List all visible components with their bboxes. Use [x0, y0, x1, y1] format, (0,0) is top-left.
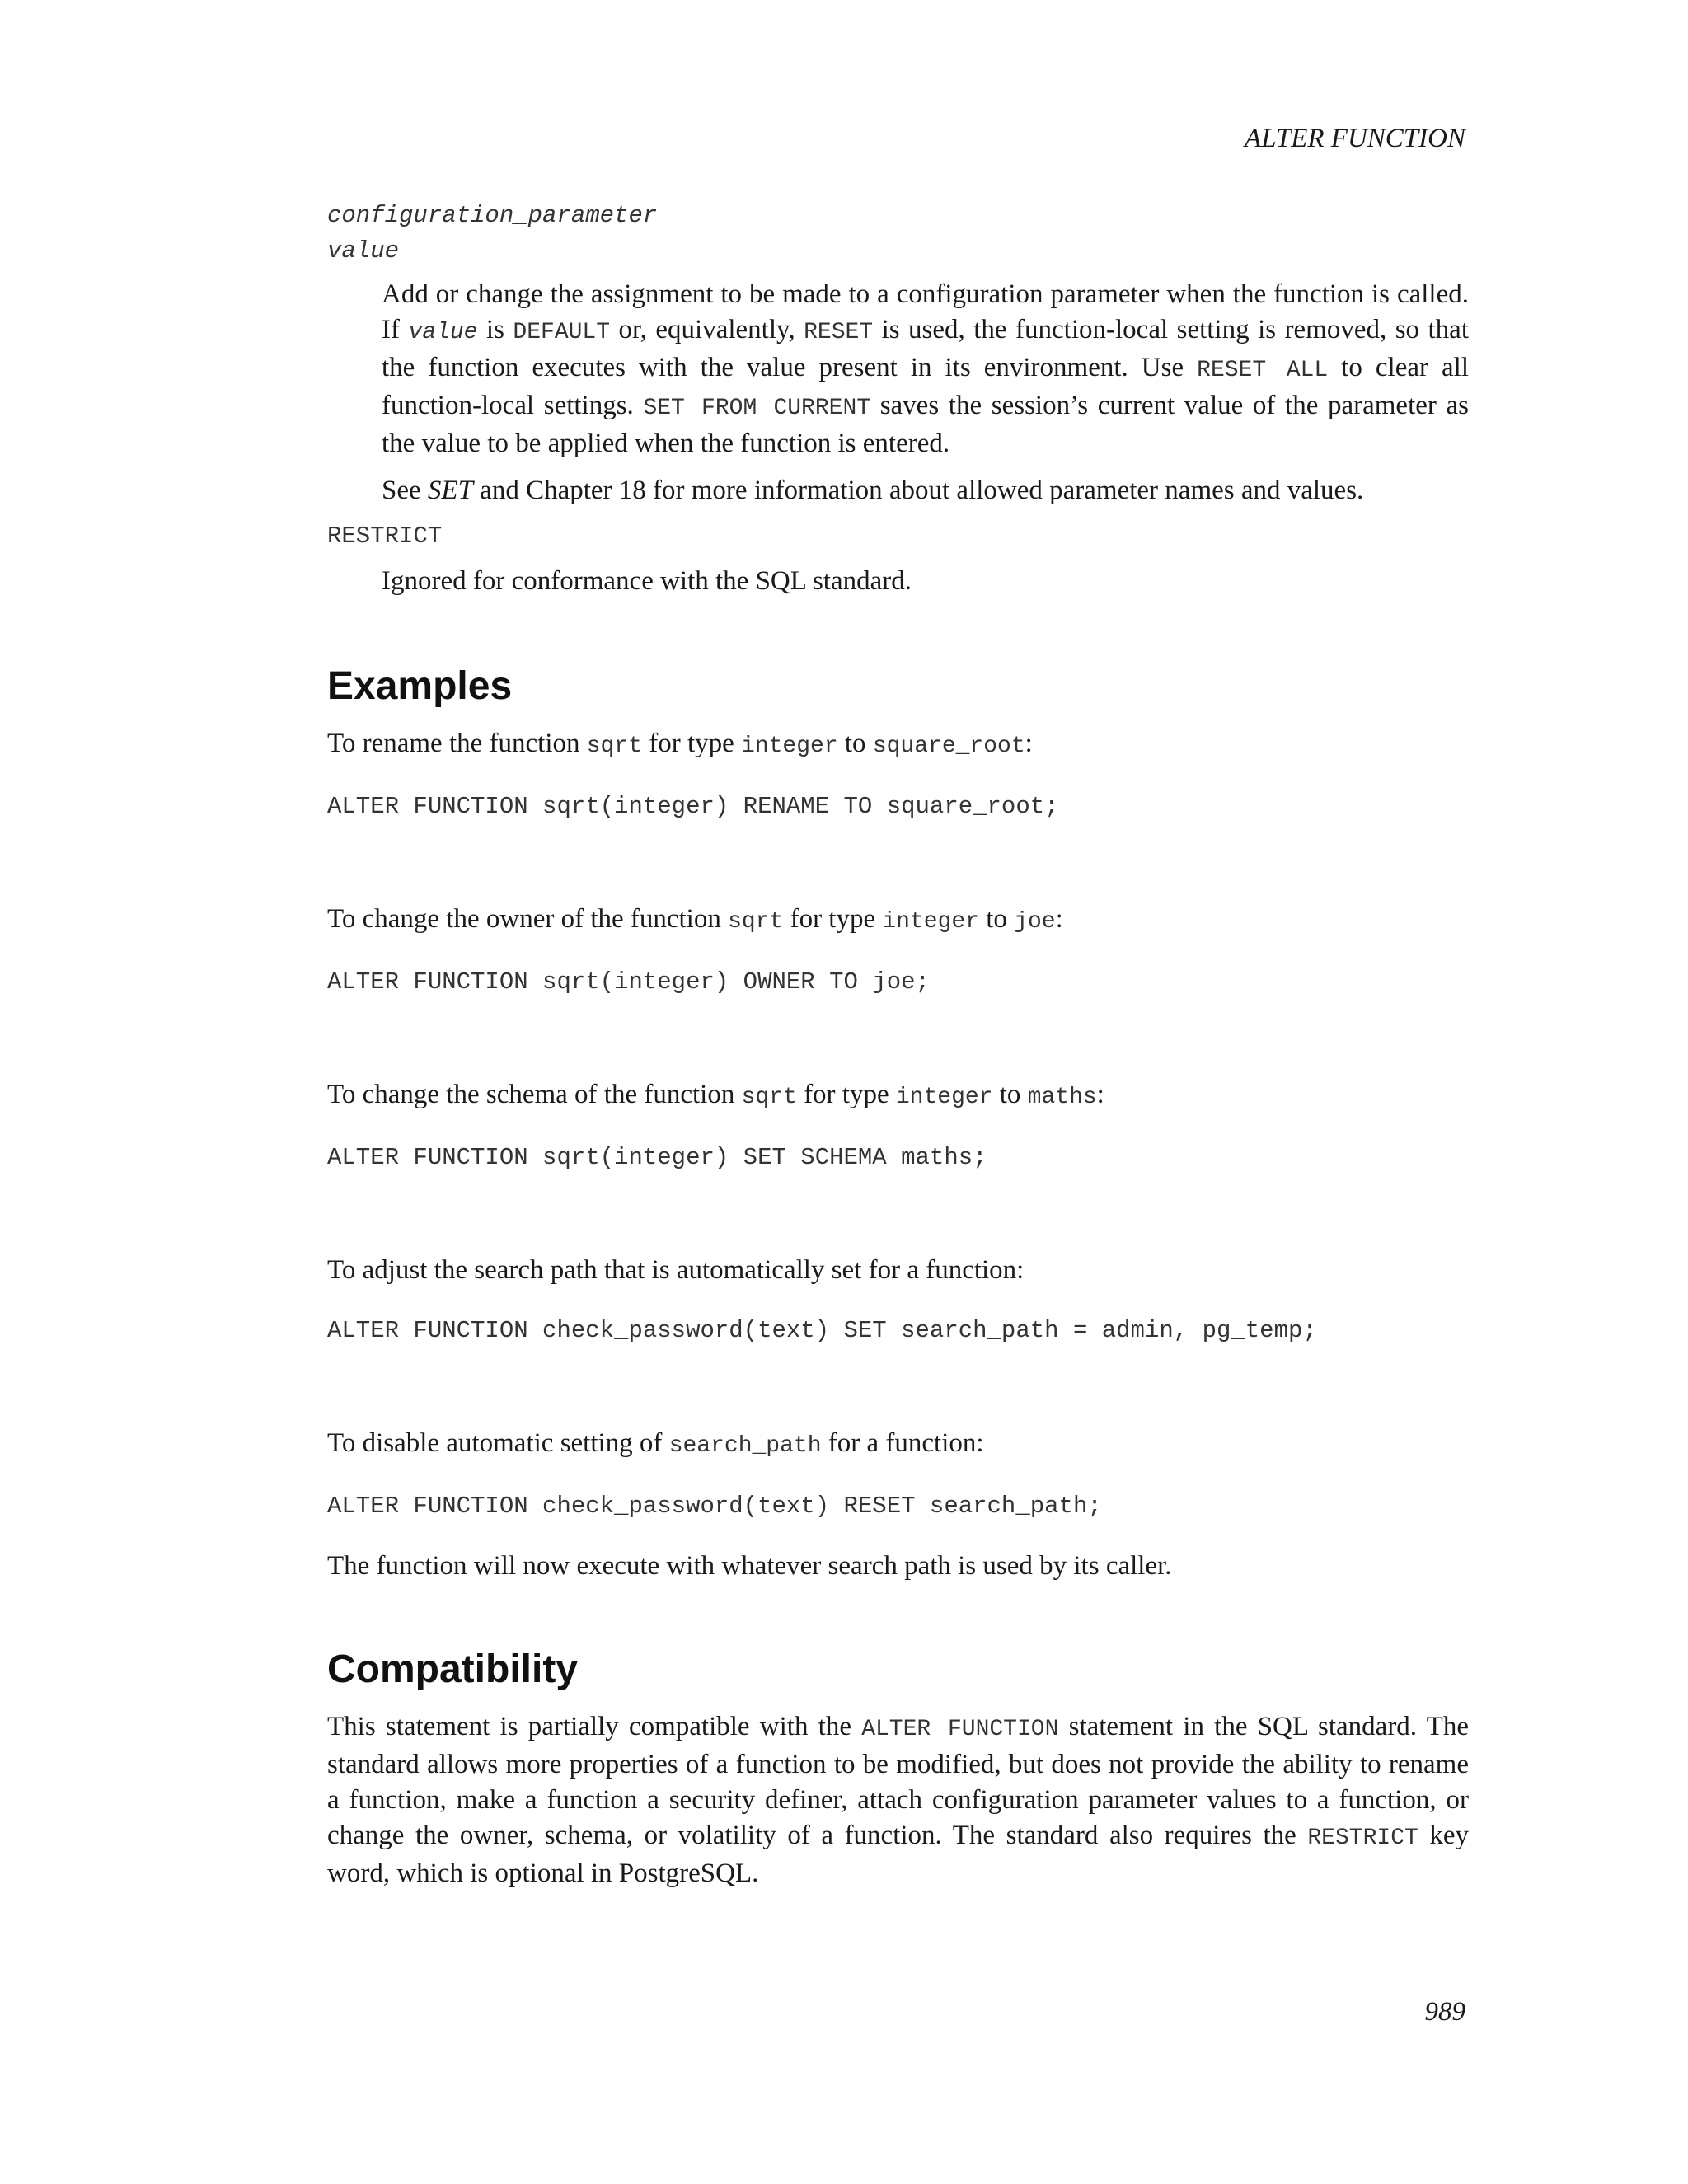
example-2-text: To change the owner of the function sqrt for type integer to joe: — [327, 904, 1063, 935]
example-4-text: To adjust the search path that is automatically set for a function: — [327, 1255, 1025, 1285]
param-term-value: value — [327, 237, 400, 265]
example-1-code: ALTER FUNCTION sqrt(integer) RENAME TO square_root; — [327, 793, 1059, 820]
example-3-text: To change the schema of the function sqrt for type integer to maths: — [327, 1080, 1104, 1110]
param-term-configuration-parameter: configuration_parameter — [327, 202, 658, 229]
example-5-code: ALTER FUNCTION check_password(text) RESET search_path; — [327, 1493, 1102, 1520]
page-content — [327, 198, 1469, 1891]
section-heading-examples: Examples — [327, 664, 513, 708]
section-heading-compatibility: Compatibility — [327, 1647, 579, 1691]
page-number: 989 — [1424, 1997, 1465, 2027]
compatibility-text: This statement is partially compatible with the ALTER FUNCTION statement in the SQL standard. The standard allows more properties of a function to be modified, but does not provide the ability to rename a function, make a function a security definer, attach configuration parameter values to a function, or change the owner, schema, or volatility of a function. The standard also requires the RESTRICT key word, which is optional in PostgreSQL. — [327, 1712, 1469, 1888]
param-description-restrict: Ignored for conformance with the SQL standard. — [382, 566, 912, 596]
example-3-code: ALTER FUNCTION sqrt(integer) SET SCHEMA maths; — [327, 1144, 987, 1171]
example-1-text: To rename the function sqrt for type integer to square_root: — [327, 729, 1033, 759]
running-header: ALTER FUNCTION — [1245, 124, 1465, 153]
param-description-configuration: Add or change the assignment to be made to a configuration parameter when the function is called. If value is DEFAULT or, equivalently, RESET is used, the function-local setting is removed, so that the function executes with the value present in its environment. Use RESET ALL to clear all function-local settings. SET FROM CURRENT saves the session’s current value of the parameter as the value to be applied when the function is entered. — [382, 279, 1470, 458]
example-2-code: ALTER FUNCTION sqrt(integer) OWNER TO joe; — [327, 968, 930, 996]
param-term-restrict: RESTRICT — [327, 523, 443, 550]
param-see-also: See SET and Chapter 18 for more information about allowed parameter names and values. — [382, 476, 1364, 505]
example-5-note: The function will now execute with whatever search path is used by its caller. — [327, 1551, 1172, 1581]
set-reference-link[interactable]: SET — [427, 476, 473, 505]
example-4-code: ALTER FUNCTION check_password(text) SET search_path = admin, pg_temp; — [327, 1317, 1317, 1344]
example-5-text: To disable automatic setting of search_path for a function: — [327, 1428, 984, 1459]
